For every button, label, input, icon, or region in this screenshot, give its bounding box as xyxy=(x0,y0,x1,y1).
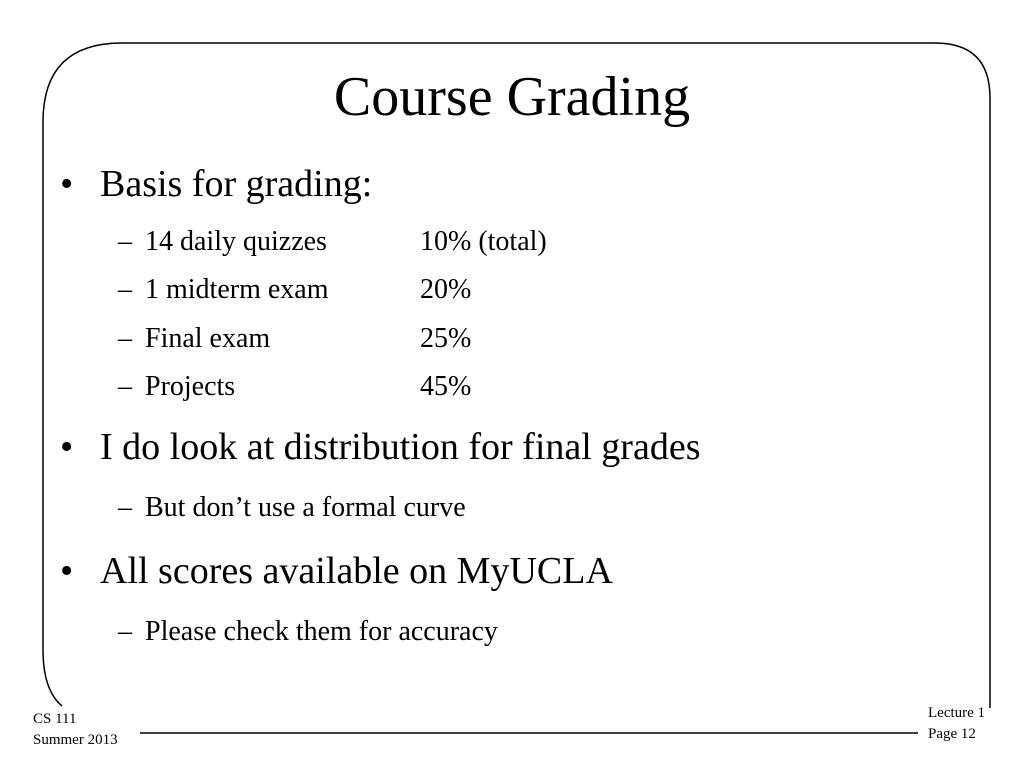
dash-mark: – xyxy=(118,371,132,402)
bullet-mark: • xyxy=(60,426,74,468)
grading-item-label: Final exam xyxy=(145,323,271,354)
bullet-mark: • xyxy=(60,163,74,205)
sub-item-no-curve xyxy=(118,491,466,525)
bullet-mark: • xyxy=(60,550,74,592)
grading-item-weight: 45% xyxy=(420,371,472,402)
footer-page-number: Page 12 xyxy=(928,726,976,742)
sub-item-check-accuracy xyxy=(118,615,498,649)
footer-page-info xyxy=(928,703,985,745)
slide-title: Course Grading xyxy=(333,66,691,128)
footer-course xyxy=(33,709,118,751)
dash-mark: – xyxy=(118,616,132,647)
bullet-text: Basis for grading: xyxy=(100,163,373,205)
bullet-text: I do look at distribution for final grades xyxy=(100,426,701,468)
dash-mark: – xyxy=(118,274,132,305)
bullet-text: All scores available on MyUCLA xyxy=(100,550,613,592)
sub-item-text: But don’t use a formal curve xyxy=(145,492,466,523)
footer-course-name: CS 111 xyxy=(33,711,77,727)
bullet-scores-myucla xyxy=(60,549,613,593)
grading-item-weight: 10% (total) xyxy=(420,226,547,257)
grading-item-label: 14 daily quizzes xyxy=(145,226,327,257)
grading-item-label: 1 midterm exam xyxy=(145,274,329,305)
bullet-basis-for-grading xyxy=(60,162,372,206)
dash-mark: – xyxy=(118,492,132,523)
grading-item-quizzes xyxy=(118,225,547,259)
bullet-distribution xyxy=(60,425,701,469)
grading-item-midterm xyxy=(118,273,472,307)
grading-item-final-exam xyxy=(118,322,472,356)
grading-item-weight: 20% xyxy=(420,274,472,305)
grading-item-weight: 25% xyxy=(420,323,472,354)
dash-mark: – xyxy=(118,226,132,257)
dash-mark: – xyxy=(118,323,132,354)
sub-item-text: Please check them for accuracy xyxy=(145,616,498,647)
footer-lecture: Lecture 1 xyxy=(928,705,986,721)
grading-item-projects xyxy=(118,370,472,404)
grading-item-label: Projects xyxy=(145,371,236,402)
footer-term: Summer 2013 xyxy=(33,732,118,748)
